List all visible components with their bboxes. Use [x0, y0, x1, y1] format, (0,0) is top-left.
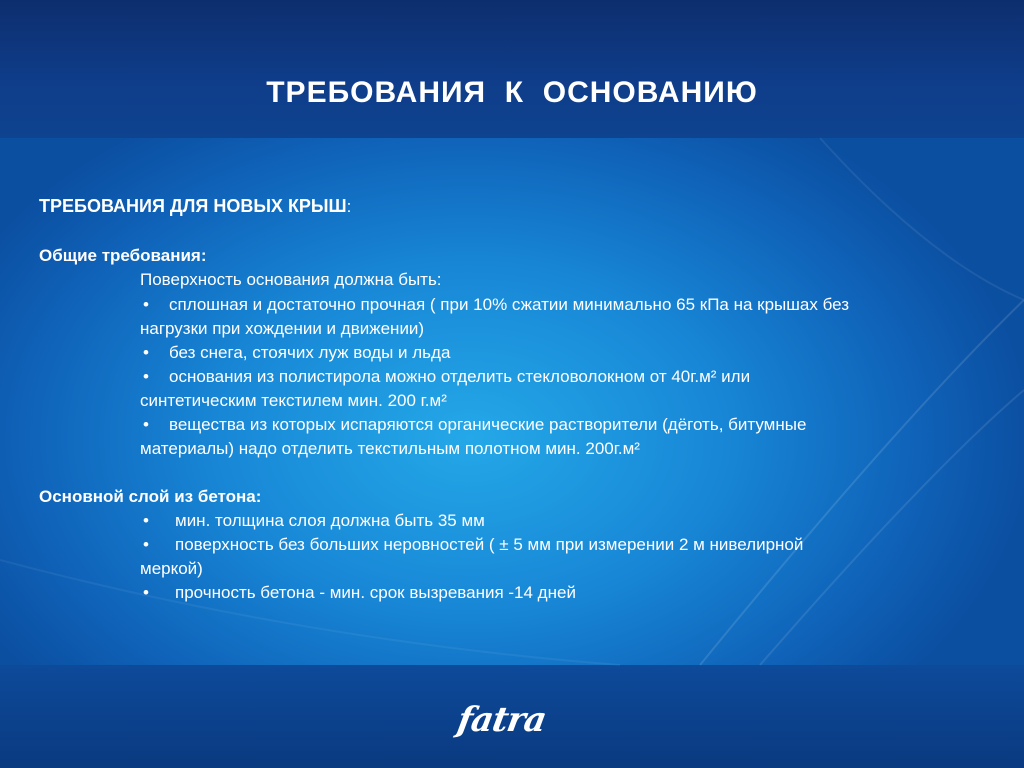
general-item-4-line1: вещества из которых испаряются органические растворители (дёготь, битумные: [169, 415, 807, 434]
page-title: ТРЕБОВАНИЯ К ОСНОВАНИЮ: [266, 76, 758, 109]
general-heading: Общие требования:: [39, 246, 207, 265]
general-item-2-bullet: •: [143, 343, 149, 362]
general-item-1-line1: сплошная и достаточно прочная ( при 10% сжатии минимально 65 кПа на крышах без: [169, 295, 850, 314]
general-item-1-bullet: •: [143, 295, 149, 314]
general-intro: Поверхность основания должна быть:: [140, 270, 442, 289]
section-heading: [39, 195, 351, 219]
section-heading-text: ТРЕБОВАНИЯ ДЛЯ НОВЫХ КРЫШ: [39, 196, 347, 216]
concrete-item-1-line1: мин. толщина слоя должна быть 35 мм: [175, 511, 485, 530]
general-item-3-line2: синтетическим текстилем мин. 200 г.м²: [140, 391, 447, 410]
concrete-item-3-bullet: •: [143, 583, 149, 602]
general-item-3-line1: основания из полистирола можно отделить стекловолокном от 40г.м² или: [169, 367, 751, 386]
general-item-4-line2: материалы) надо отделить текстильным полотном мин. 200г.м²: [140, 439, 640, 458]
concrete-heading: Основной слой из бетона:: [39, 487, 262, 506]
concrete-item-3-line1: прочность бетона - мин. срок вызревания -14 дней: [175, 583, 576, 602]
concrete-item-2-line2: меркой): [140, 559, 203, 578]
header-band: [0, 0, 1024, 138]
fatra-logo: fatra: [454, 700, 549, 740]
concrete-item-2-line1: поверхность без больших неровностей ( ± 5 мм при измерении 2 м нивелирной: [175, 535, 804, 554]
concrete-item-1-bullet: •: [143, 511, 149, 530]
section-heading-colon: :: [346, 197, 352, 216]
general-item-3-bullet: •: [143, 367, 149, 386]
concrete-item-2-bullet: •: [143, 535, 149, 554]
general-item-1-line2: нагрузки при хождении и движении): [140, 319, 425, 338]
general-item-2-line1: без снега, стоячих луж воды и льда: [169, 343, 451, 362]
general-item-4-bullet: •: [143, 415, 149, 434]
